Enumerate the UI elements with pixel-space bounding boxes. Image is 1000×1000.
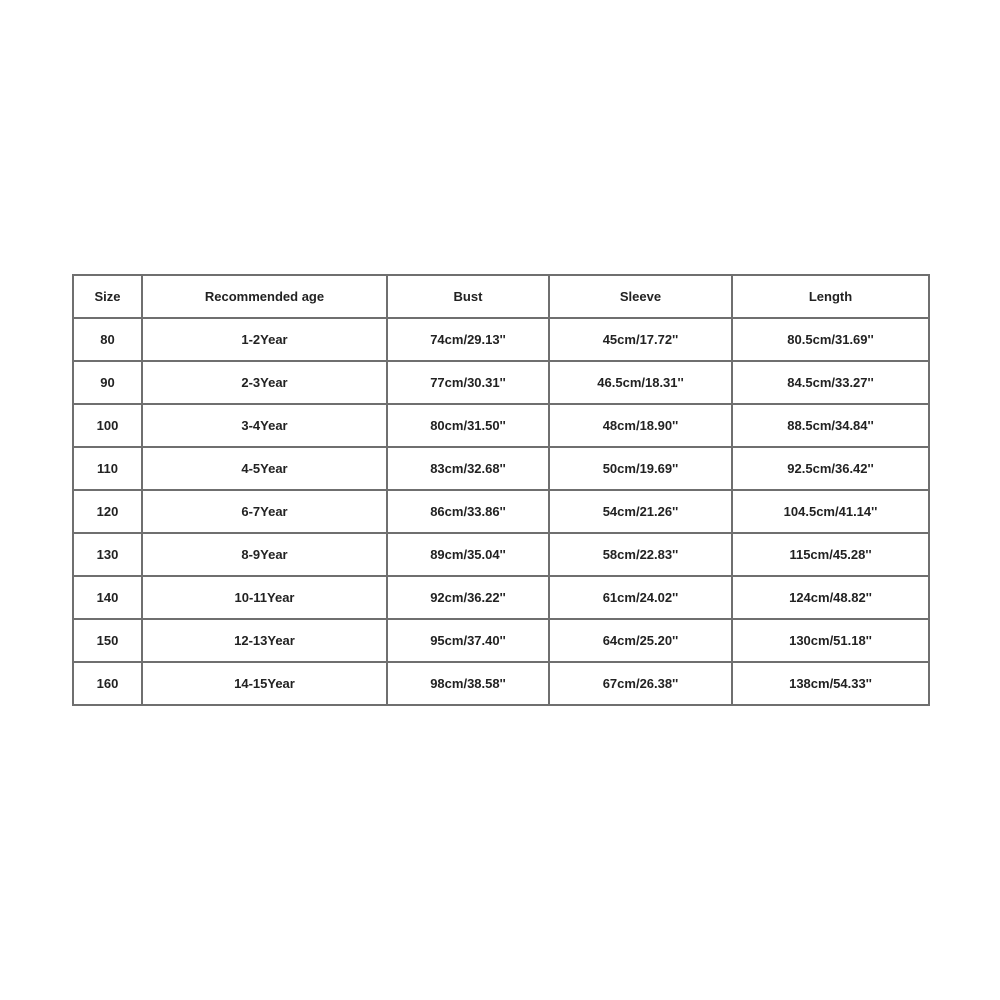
cell-length: 104.5cm/41.14'' bbox=[732, 490, 929, 533]
table-header bbox=[73, 275, 929, 318]
table-row bbox=[73, 447, 929, 490]
cell-length: 88.5cm/34.84'' bbox=[732, 404, 929, 447]
cell-length: 84.5cm/33.27'' bbox=[732, 361, 929, 404]
cell-size: 80 bbox=[73, 318, 142, 361]
cell-size: 120 bbox=[73, 490, 142, 533]
cell-recommended-age: 12-13Year bbox=[142, 619, 387, 662]
cell-length: 138cm/54.33'' bbox=[732, 662, 929, 705]
table-row bbox=[73, 662, 929, 705]
cell-bust: 92cm/36.22'' bbox=[387, 576, 549, 619]
cell-sleeve: 46.5cm/18.31'' bbox=[549, 361, 732, 404]
table-row bbox=[73, 576, 929, 619]
cell-size: 110 bbox=[73, 447, 142, 490]
cell-sleeve: 64cm/25.20'' bbox=[549, 619, 732, 662]
cell-recommended-age: 8-9Year bbox=[142, 533, 387, 576]
cell-bust: 89cm/35.04'' bbox=[387, 533, 549, 576]
cell-length: 80.5cm/31.69'' bbox=[732, 318, 929, 361]
header-row bbox=[73, 275, 929, 318]
table-body bbox=[73, 318, 929, 705]
table-row bbox=[73, 533, 929, 576]
cell-recommended-age: 10-11Year bbox=[142, 576, 387, 619]
header-length: Length bbox=[732, 275, 929, 318]
cell-sleeve: 50cm/19.69'' bbox=[549, 447, 732, 490]
table-row bbox=[73, 318, 929, 361]
cell-size: 100 bbox=[73, 404, 142, 447]
cell-bust: 74cm/29.13'' bbox=[387, 318, 549, 361]
cell-length: 124cm/48.82'' bbox=[732, 576, 929, 619]
header-recommended-age: Recommended age bbox=[142, 275, 387, 318]
cell-recommended-age: 4-5Year bbox=[142, 447, 387, 490]
cell-bust: 95cm/37.40'' bbox=[387, 619, 549, 662]
cell-sleeve: 45cm/17.72'' bbox=[549, 318, 732, 361]
cell-sleeve: 61cm/24.02'' bbox=[549, 576, 732, 619]
table-row bbox=[73, 361, 929, 404]
cell-size: 150 bbox=[73, 619, 142, 662]
cell-size: 140 bbox=[73, 576, 142, 619]
cell-recommended-age: 6-7Year bbox=[142, 490, 387, 533]
cell-size: 130 bbox=[73, 533, 142, 576]
header-bust: Bust bbox=[387, 275, 549, 318]
table-row bbox=[73, 404, 929, 447]
cell-recommended-age: 1-2Year bbox=[142, 318, 387, 361]
cell-recommended-age: 14-15Year bbox=[142, 662, 387, 705]
cell-sleeve: 54cm/21.26'' bbox=[549, 490, 732, 533]
cell-sleeve: 67cm/26.38'' bbox=[549, 662, 732, 705]
cell-length: 92.5cm/36.42'' bbox=[732, 447, 929, 490]
cell-sleeve: 48cm/18.90'' bbox=[549, 404, 732, 447]
table-row bbox=[73, 490, 929, 533]
header-sleeve: Sleeve bbox=[549, 275, 732, 318]
cell-bust: 80cm/31.50'' bbox=[387, 404, 549, 447]
table-row bbox=[73, 619, 929, 662]
cell-sleeve: 58cm/22.83'' bbox=[549, 533, 732, 576]
cell-recommended-age: 2-3Year bbox=[142, 361, 387, 404]
cell-bust: 98cm/38.58'' bbox=[387, 662, 549, 705]
cell-length: 130cm/51.18'' bbox=[732, 619, 929, 662]
cell-bust: 86cm/33.86'' bbox=[387, 490, 549, 533]
header-size: Size bbox=[73, 275, 142, 318]
cell-bust: 83cm/32.68'' bbox=[387, 447, 549, 490]
cell-recommended-age: 3-4Year bbox=[142, 404, 387, 447]
size-chart-table bbox=[72, 274, 930, 706]
cell-length: 115cm/45.28'' bbox=[732, 533, 929, 576]
cell-size: 90 bbox=[73, 361, 142, 404]
cell-size: 160 bbox=[73, 662, 142, 705]
cell-bust: 77cm/30.31'' bbox=[387, 361, 549, 404]
